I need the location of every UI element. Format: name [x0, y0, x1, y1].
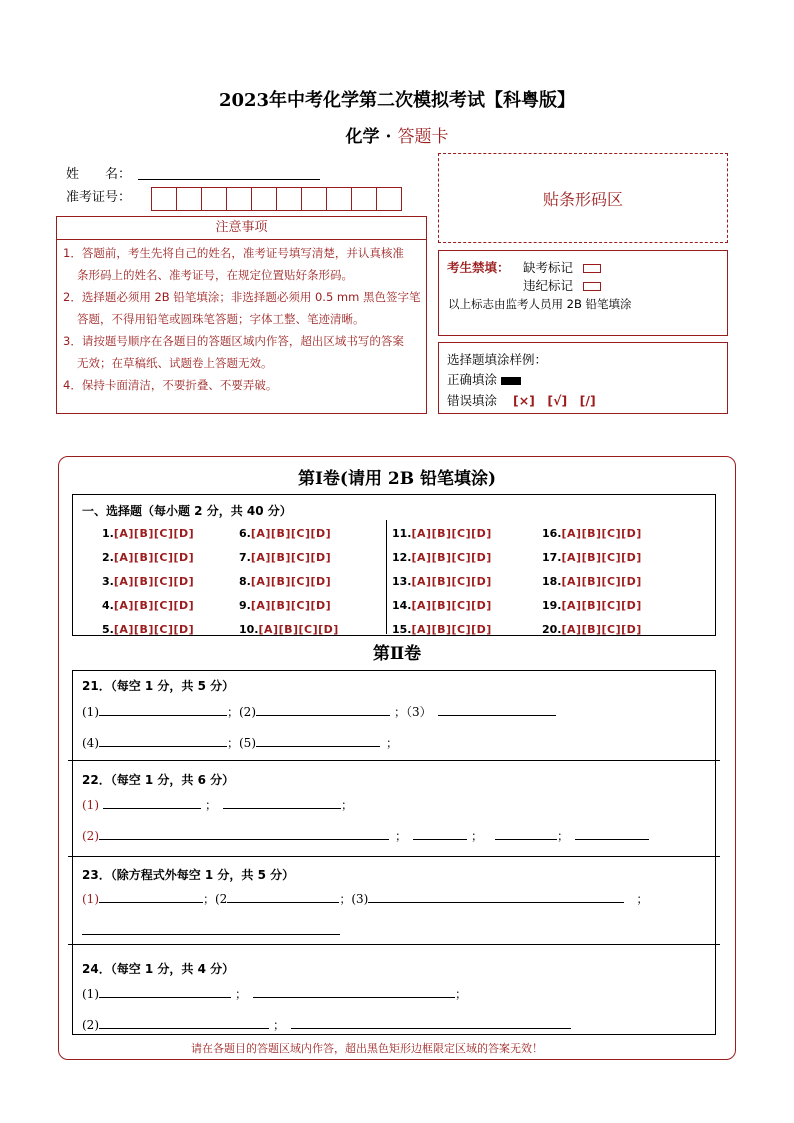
subtitle-subject: 化学 — [345, 127, 380, 147]
choice-number: 11. — [392, 527, 412, 540]
subtitle-dot: · — [385, 127, 392, 147]
q22-row2: (2) ； ； ； — [82, 827, 649, 844]
divider-22-23 — [68, 856, 720, 857]
q24-blank-1[interactable] — [99, 997, 231, 998]
choice-question-15[interactable] — [392, 623, 492, 636]
wrong-fill-row — [447, 391, 596, 409]
q24-row1: (1) ； ； — [82, 987, 468, 1001]
notice-box — [56, 216, 427, 414]
q24-blank-2[interactable] — [253, 997, 455, 998]
q21-row1: (1) ；(2) ；（3） — [82, 703, 556, 720]
exam-rules-note: 以上标志由监考人员用 2B 铅笔填涂 — [448, 297, 632, 311]
choice-number: 20. — [542, 623, 562, 636]
q23-blank-2[interactable] — [227, 902, 339, 903]
part2-box — [72, 670, 716, 1035]
choice-question-4[interactable] — [102, 599, 194, 612]
choice-options[interactable]: [A][B][C][D] — [411, 623, 492, 636]
choice-number: 17. — [542, 551, 562, 564]
notice-item-4: 4．保持卡面清洁，不要折叠、不要弄破。 — [63, 378, 278, 392]
q22-blank-2[interactable] — [223, 808, 341, 809]
choice-number: 13. — [392, 575, 412, 588]
q21-blank-5[interactable] — [256, 746, 380, 747]
name-label: 姓 名： — [66, 167, 132, 182]
part1-title: 第Ⅰ卷(请用 2B 铅笔填涂) — [297, 469, 497, 489]
violation-mark-row — [523, 276, 601, 294]
q24-blank-3[interactable] — [99, 1028, 269, 1029]
choice-options[interactable]: [A][B][C][D] — [561, 623, 642, 636]
q24-heading: 24．（每空 1 分，共 4 分） — [82, 962, 235, 976]
q23-blank-3[interactable] — [368, 902, 624, 903]
choice-options[interactable]: [A][B][C][D] — [113, 599, 195, 612]
choice-options[interactable]: [A][B][C][D] — [411, 551, 492, 564]
choice-options[interactable]: [A][B][C][D] — [250, 527, 332, 540]
choice-options[interactable]: [A][B][C][D] — [113, 623, 195, 636]
choice-options[interactable]: [A][B][C][D] — [411, 575, 492, 588]
choice-question-8[interactable] — [239, 575, 331, 588]
choice-number: 4. — [102, 599, 114, 612]
choice-number: 14. — [392, 599, 412, 612]
choice-question-10[interactable] — [239, 623, 339, 636]
q21-blank-1[interactable] — [99, 715, 227, 716]
choice-options[interactable]: [A][B][C][D] — [561, 599, 642, 612]
choice-number: 12. — [392, 551, 412, 564]
choice-question-2[interactable] — [102, 551, 194, 564]
choice-number: 6. — [239, 527, 251, 540]
choice-question-20[interactable] — [542, 623, 642, 636]
choice-section-title: 一、选择题（每小题 2 分，共 40 分） — [82, 504, 292, 518]
q21-heading: 21．（每空 1 分，共 5 分） — [82, 679, 235, 693]
choice-question-11[interactable] — [392, 527, 492, 540]
q23-blank-1[interactable] — [99, 902, 203, 903]
choice-number: 16. — [542, 527, 562, 540]
absent-mark-box[interactable] — [583, 264, 601, 273]
q24-row2: (2) ； — [82, 1016, 571, 1033]
violation-mark-box[interactable] — [583, 282, 601, 291]
wrong-fill-marks: [×] [√] [/] — [513, 393, 596, 408]
divider-21-22 — [68, 760, 720, 761]
id-number-boxes[interactable] — [152, 187, 402, 211]
violation-mark-label: 违纪标记 — [523, 278, 574, 293]
notice-item-2: 2．选择题必须用 2B 铅笔填涂；非选择题必须用 0.5 mm 黑色签字笔 答题，不得用铅笔或圆珠笔答题；字体工整、笔迹清晰。 — [63, 290, 421, 326]
absent-mark-row — [523, 258, 601, 276]
q21-blank-2[interactable] — [256, 715, 390, 716]
choice-number: 18. — [542, 575, 562, 588]
choice-options[interactable]: [A][B][C][D] — [561, 575, 642, 588]
choice-question-9[interactable] — [239, 599, 331, 612]
choice-question-19[interactable] — [542, 599, 642, 612]
q21-row2: (4) ；(5) ； — [82, 736, 399, 750]
q23-row1: (1) ；(2 ；(3) ； — [82, 892, 649, 906]
notice-item-1: 1．答题前，考生先将自己的姓名，准考证号填写清楚，并认真核准 条形码上的姓名、准考证号，在规定位置贴好条形码。 — [63, 246, 404, 282]
choice-options[interactable]: [A][B][C][D] — [250, 551, 332, 564]
q22-blank-6[interactable] — [575, 839, 649, 840]
fill-example-title: 选择题填涂样例： — [447, 352, 548, 367]
choice-number: 15. — [392, 623, 412, 636]
exam-rules-label: 考生禁填： — [447, 260, 510, 275]
name-field[interactable] — [138, 178, 320, 180]
choice-number: 2. — [102, 551, 114, 564]
choice-options[interactable]: [A][B][C][D] — [258, 623, 339, 636]
choice-options[interactable]: [A][B][C][D] — [411, 527, 492, 540]
choice-question-14[interactable] — [392, 599, 492, 612]
choice-options[interactable]: [A][B][C][D] — [113, 527, 195, 540]
choice-question-13[interactable] — [392, 575, 492, 588]
part2-title: 第Ⅱ卷 — [372, 644, 422, 664]
choice-options[interactable]: [A][B][C][D] — [113, 551, 195, 564]
choice-number: 9. — [239, 599, 251, 612]
q22-blank-1[interactable] — [103, 808, 201, 809]
absent-mark-label: 缺考标记 — [523, 260, 574, 275]
wrong-fill-label: 错误填涂 — [447, 393, 498, 408]
notice-item-3: 3．请按题号顺序在各题目的答题区域内作答，超出区域书写的答案 无效；在草稿纸、试题卷上答题无效。 — [63, 334, 404, 370]
choice-question-7[interactable] — [239, 551, 331, 564]
page-subtitle — [0, 122, 794, 147]
choice-question-12[interactable] — [392, 551, 492, 564]
q22-row1: (1) ； ； — [82, 798, 354, 812]
choice-number: 1. — [102, 527, 114, 540]
choice-question-3[interactable] — [102, 575, 194, 588]
choice-number: 7. — [239, 551, 251, 564]
choice-divider — [386, 520, 387, 634]
choice-question-17[interactable] — [542, 551, 642, 564]
filled-example — [501, 377, 521, 385]
choice-options[interactable]: [A][B][C][D] — [250, 599, 332, 612]
q24-blank-4[interactable] — [291, 1028, 571, 1029]
q23-blank-4[interactable] — [82, 934, 340, 935]
choice-question-6[interactable] — [239, 527, 331, 540]
q22-heading: 22．（每空 1 分，共 6 分） — [82, 773, 235, 787]
choice-number: 8. — [239, 575, 251, 588]
q21-blank-4[interactable] — [99, 746, 227, 747]
choice-options[interactable]: [A][B][C][D] — [113, 575, 195, 588]
choice-number: 3. — [102, 575, 114, 588]
barcode-label: 贴条形码区 — [542, 189, 623, 209]
choice-question-5[interactable] — [102, 623, 194, 636]
choice-options[interactable]: [A][B][C][D] — [411, 599, 492, 612]
choice-question-1[interactable] — [102, 527, 194, 540]
q21-blank-3[interactable] — [438, 715, 556, 716]
barcode-area — [438, 153, 728, 243]
divider-23-24 — [68, 944, 720, 945]
choice-question-16[interactable] — [542, 527, 642, 540]
correct-fill-row — [447, 370, 521, 388]
choice-options[interactable]: [A][B][C][D] — [561, 551, 642, 564]
q22-blank-3[interactable] — [99, 839, 389, 840]
page-title: 2023年中考化学第二次模拟考试【科粤版】 — [218, 90, 576, 111]
choice-number: 10. — [239, 623, 259, 636]
q22-blank-5[interactable] — [495, 839, 557, 840]
id-label: 准考证号： — [66, 190, 132, 205]
choice-number: 5. — [102, 623, 114, 636]
choice-question-18[interactable] — [542, 575, 642, 588]
q22-blank-4[interactable] — [413, 839, 467, 840]
choice-options[interactable]: [A][B][C][D] — [561, 527, 642, 540]
notice-heading: 注意事项 — [57, 217, 426, 240]
footer-warning: 请在各题目的答题区域内作答，超出黑色矩形边框限定区域的答案无效！ — [191, 1042, 543, 1055]
subtitle-card: 答题卡 — [397, 127, 449, 147]
choice-options[interactable]: [A][B][C][D] — [250, 575, 332, 588]
choice-number: 19. — [542, 599, 562, 612]
correct-fill-label: 正确填涂 — [447, 372, 498, 387]
q23-heading: 23．（除方程式外每空 1 分，共 5 分） — [82, 868, 295, 882]
